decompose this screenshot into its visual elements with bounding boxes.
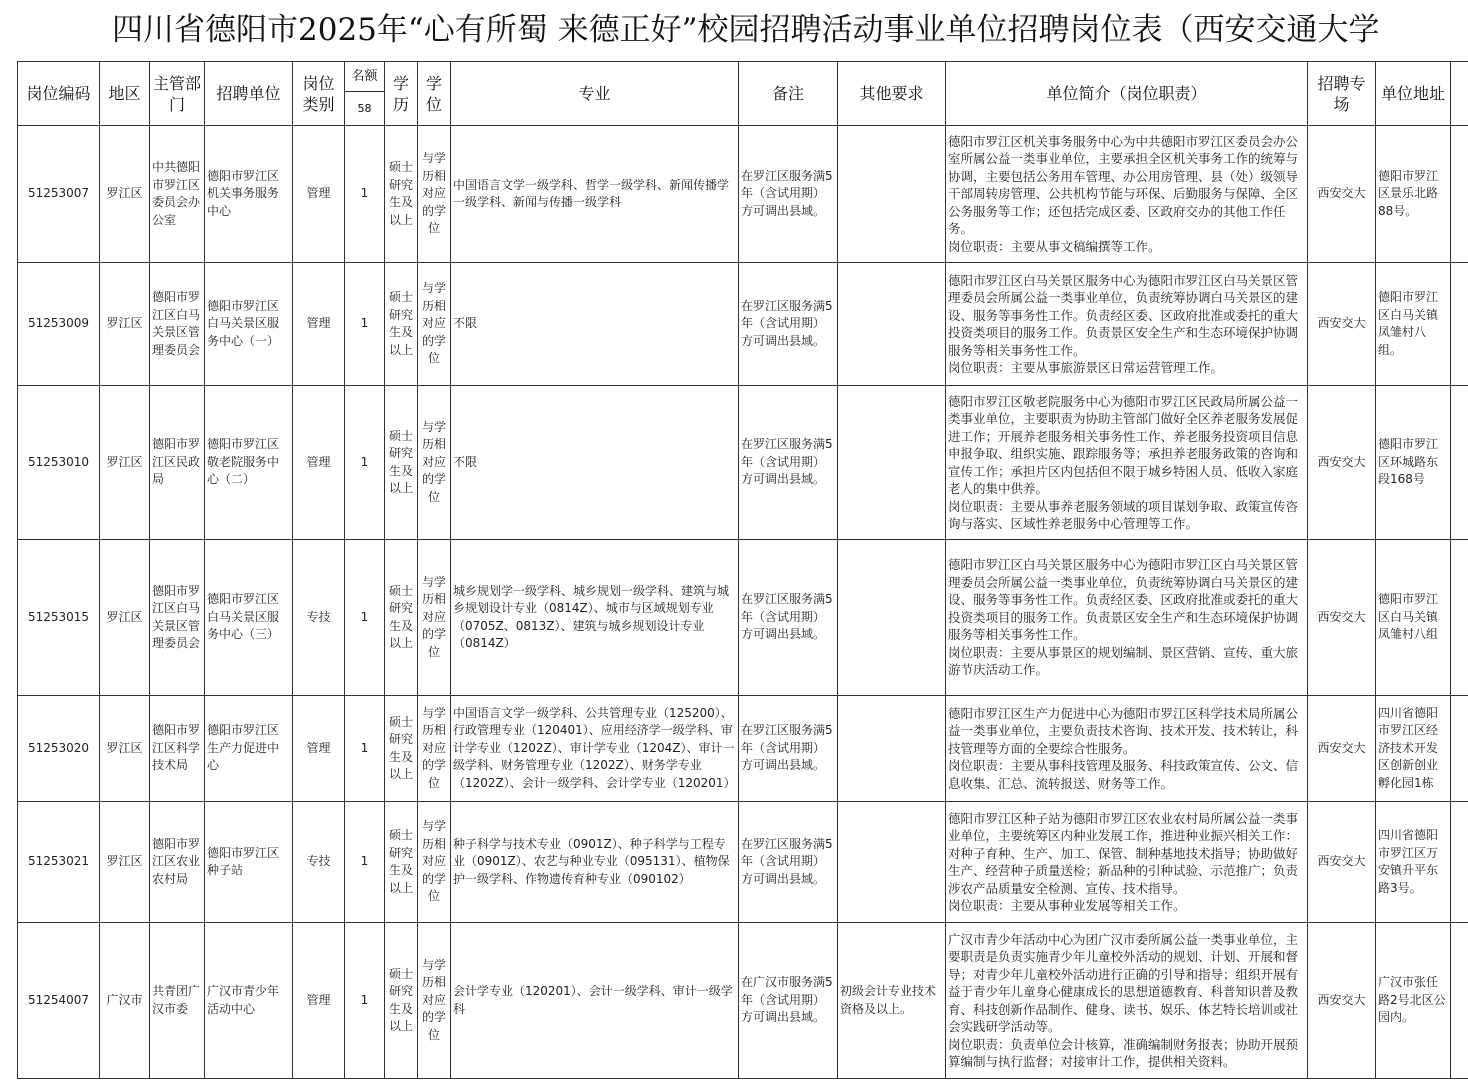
cell-code: 51253010 [27,454,90,469]
cell-unit: 德阳市罗江区白马关景区服务中心（一） [207,298,280,348]
cell-intro: 广汉市青少年活动中心为团广汉市委所属公益一类事业单位，主要职责是负责实施青少年儿童校外活动的规划、计划、开展和督导；对青少年儿童校外活动进行正确的引导和指导；组织开展有益于青少年儿童身心健康成长的思想道德教育、科普知识普及教育、科技创新作品制作、健身、读书、娱乐、体艺特长培训或社会实践研学活动等。 岗位职责：负责单位会计核算，准确编制财务报表；协助开展预算编制与执行监督；对接审计工作，提供相关资料。 [948,931,1299,1069]
cell-education: 硕士研究生及以上 [388,160,413,227]
cell-quota: 1 [360,992,369,1007]
cell-intro: 德阳市罗江区敬老院服务中心为德阳市罗江区民政局所属公益一类事业单位，主要职责为协助主管部门做好全区养老服务发展促进工作；开展养老服务相关事务性工作、养老服务投资项目信息申报争取、组织实施、跟踪服务等；承担养老服务政策的咨询和宣传工作；承担片区内包括但不限于城乡特困人员、低收入家庭老人的集中供养。 岗位职责：主要从事养老服务领域的项目谋划争取、政策宣传咨询与落实、区域性养老服务中心管理等工作。 [948,393,1299,531]
table-row [18,263,1468,386]
cell-category: 管理 [306,992,331,1007]
cell-code: 51253015 [27,609,90,624]
cell-overflow [1451,263,1468,386]
cell-quota: 1 [360,854,369,869]
cell-overflow [1451,540,1468,696]
cell-intro: 德阳市罗江区白马关景区服务中心为德阳市罗江区白马关景区管理委员会所属公益一类事业单位，负责统筹协调白马关景区的建设、服务等事务性工作。负责经区委、区政府批准或委托的重大投资类项目的服务工作。负责景区安全生产和生态环境保护协调服务等相关事务性工作。 岗位职责：主要从事旅游景区日常运营管理工作。 [948,272,1299,375]
cell-remark: 在罗江区服务满5年（含试用期）方可调出县域。 [741,437,833,487]
cell-overflow [1451,696,1468,802]
cell-code: 51253007 [27,186,90,201]
header-intro: 单位简介（岗位职责） [946,62,1308,126]
table-row [18,923,1468,1079]
cell-education: 硕士研究生及以上 [388,583,413,650]
header-code: 岗位编码 [18,62,100,126]
cell-address: 广汉市张任路2号北区公园内。 [1378,975,1446,1025]
header-other: 其他要求 [838,62,946,126]
cell-major: 不限 [453,454,478,469]
cell-unit: 德阳市罗江区敬老院服务中心（二） [207,437,280,487]
cell-session: 西安交大 [1317,454,1366,469]
recruitment-table [17,61,1468,1079]
cell-dept: 德阳市罗江区民政局 [152,437,201,487]
cell-dept: 德阳市罗江区白马关景区管理委员会 [152,583,201,650]
cell-major: 会计学专业（120201）、会计一级学科、审计一级学科 [453,984,733,1016]
cell-session: 西安交大 [1317,740,1366,755]
cell-category: 管理 [306,186,331,201]
cell-session: 西安交大 [1317,854,1366,869]
cell-unit: 德阳市罗江区生产力促进中心 [207,723,280,773]
header-dept: 主管部门 [150,62,205,126]
cell-intro: 德阳市罗江区种子站为德阳市罗江区农业农村局所属公益一类事业单位，主要统筹区内种业发展工作，推进种业振兴相关工作：对种子育种、生产、加工、保管、制种基地技术指导；协助做好生产、经营种子质量送检；新品种的引种试验、示范推广；负责涉农产品质量安全检测、宣传、技术指导。 岗位职责：主要从事种业发展等相关工作。 [948,810,1299,913]
cell-code: 51253021 [27,854,90,869]
header-unit: 招聘单位 [205,62,293,126]
cell-region: 罗江区 [106,186,143,201]
header-quota [345,62,385,126]
cell-overflow [1451,126,1468,263]
cell-unit: 德阳市罗江区机关事务服务中心 [207,168,280,218]
cell-code: 51254007 [27,992,90,1007]
cell-session: 西安交大 [1317,186,1366,201]
header-degree: 学位 [418,62,451,126]
cell-degree: 与学历相对应的学位 [421,419,446,504]
cell-quota: 1 [360,740,369,755]
header-remark: 备注 [739,62,838,126]
table-row [18,386,1468,540]
cell-address: 四川省德阳市罗江区经济技术开发区创新创业孵化园1栋 [1378,705,1439,790]
cell-unit: 德阳市罗江区白马关景区服务中心（三） [207,592,280,642]
cell-major: 城乡规划学一级学科、城乡规划一级学科、建筑与城乡规划设计专业（0814Z）、城市与区域规划专业（0705Z、0813Z）、建筑与城乡规划设计专业（0814Z） [453,583,730,650]
cell-education: 硕士研究生及以上 [388,290,413,357]
cell-session: 西安交大 [1317,992,1366,1007]
cell-region: 罗江区 [106,609,143,624]
cell-remark: 在罗江区服务满5年（含试用期）方可调出县域。 [741,592,833,642]
header-quota-label: 名额 [345,63,384,92]
cell-dept: 德阳市罗江区白马关景区管理委员会 [152,290,201,357]
cell-region: 广汉市 [106,992,143,1007]
cell-address: 四川省德阳市罗江区万安镇升平东路3号。 [1378,828,1439,895]
cell-code: 51253020 [27,740,90,755]
cell-dept: 德阳市罗江区科学技术局 [152,723,201,773]
cell-degree: 与学历相对应的学位 [421,819,446,904]
cell-education: 硕士研究生及以上 [388,428,413,495]
cell-category: 专技 [306,854,331,869]
header-education: 学历 [385,62,418,126]
cell-education: 硕士研究生及以上 [388,714,413,781]
cell-degree: 与学历相对应的学位 [421,957,446,1042]
cell-intro: 德阳市罗江区机关事务服务中心为中共德阳市罗江区委员会办公室所属公益一类事业单位，主要承担全区机关事务工作的统筹与协调，主要包括公务用车管理、办公用房管理、县（处）级领导干部周转房管理、公共机构节能与环保、后勤服务与保障、全区公务服务等工作；还包括完成区委、区政府交办的其他工作任务。 岗位职责：主要从事文稿编撰等工作。 [948,133,1299,254]
cell-category: 专技 [306,609,331,624]
table-row [18,696,1468,802]
cell-degree: 与学历相对应的学位 [421,151,446,236]
cell-overflow [1451,923,1468,1079]
cell-quota: 1 [360,454,369,469]
cell-category: 管理 [306,740,331,755]
cell-remark: 在罗江区服务满5年（含试用期）方可调出县域。 [741,168,833,218]
cell-remark: 在罗江区服务满5年（含试用期）方可调出县域。 [741,298,833,348]
page-title: 四川省德阳市2025年“心有所蜀 来德正好”校园招聘活动事业单位招聘岗位表（西安交通大学 [112,12,1380,48]
cell-intro: 德阳市罗江区白马关景区服务中心为德阳市罗江区白马关景区管理委员会所属公益一类事业单位，负责统筹协调白马关景区的建设、服务等事务性工作。负责经区委、区政府批准或委托的重大投资类项目的服务工作。负责景区安全生产和生态环境保护协调服务等相关事务性工作。 岗位职责：主要从事景区的规划编制、景区营销、宣传、重大旅游节庆活动工作。 [948,557,1299,678]
cell-degree: 与学历相对应的学位 [421,574,446,659]
cell-address: 德阳市罗江区环城路东段168号 [1378,437,1439,487]
cell-major: 中国语言文学一级学科、公共管理专业（125200）、行政管理专业（120401）、应用经济学一级学科、审计学专业（1202Z）、审计学专业（1204Z）、审计一级学科、财务管理专业（1202Z）、财务学专业（1202Z）、会计一级学科、会计学专业（120201） [453,705,736,790]
cell-category: 管理 [306,454,331,469]
cell-overflow [1451,386,1468,540]
cell-major: 不限 [453,316,478,331]
cell-unit: 德阳市罗江区种子站 [207,845,280,877]
header-major: 专业 [451,62,739,126]
cell-education: 硕士研究生及以上 [388,966,413,1033]
cell-quota: 1 [360,186,369,201]
cell-dept: 德阳市罗江区农业农村局 [152,836,201,886]
cell-remark: 在罗江区服务满5年（含试用期）方可调出县域。 [741,723,833,773]
cell-intro: 德阳市罗江区生产力促进中心为德阳市罗江区科学技术局所属公益一类事业单位，主要负责技术咨询、技术开发、技术转让，科技管理等方面的全要综合性服务。 岗位职责：主要从事科技管理及服务、科技政策宣传、公文、信息收集、汇总、流转报送、财务等工作。 [948,705,1299,791]
cell-overflow [1451,802,1468,923]
cell-remark: 在罗江区服务满5年（含试用期）方可调出县域。 [741,836,833,886]
cell-code: 51253009 [27,316,90,331]
table-row [18,540,1468,696]
header-category: 岗位类别 [293,62,345,126]
cell-major: 种子科学与技术专业（0901Z）、种子科学与工程专业（0901Z）、农艺与种业专业（095131）、植物保护一级学科、作物遗传育种专业（090102） [453,836,730,886]
cell-quota: 1 [360,316,369,331]
table-row [18,126,1468,263]
header-overflow [1451,62,1468,126]
cell-session: 西安交大 [1317,609,1366,624]
cell-region: 罗江区 [106,454,143,469]
table-row [18,802,1468,923]
cell-major: 中国语言文学一级学科、哲学一级学科、新闻传播学一级学科、新闻与传播一级学科 [453,177,730,209]
cell-unit: 广汉市青少年活动中心 [207,984,280,1016]
cell-region: 罗江区 [106,854,143,869]
cell-category: 管理 [306,316,331,331]
header-region: 地区 [100,62,150,126]
cell-address: 德阳市罗江区白马关镇凤雏村八组 [1378,592,1439,642]
cell-degree: 与学历相对应的学位 [421,705,446,790]
header-address: 单位地址 [1376,62,1451,126]
cell-degree: 与学历相对应的学位 [421,281,446,366]
cell-other: 初级会计专业技术资格及以上。 [840,984,937,1016]
cell-address: 德阳市罗江区景乐北路88号。 [1378,168,1439,218]
header-row [18,62,1468,126]
cell-dept: 共青团广汉市委 [152,984,201,1016]
cell-remark: 在广汉市服务满5年（含试用期）方可调出县域。 [741,975,833,1025]
cell-address: 德阳市罗江区白马关镇凤雏村八组。 [1378,290,1439,357]
cell-region: 罗江区 [106,316,143,331]
cell-education: 硕士研究生及以上 [388,828,413,895]
cell-dept: 中共德阳市罗江区委员会办公室 [152,160,201,227]
header-quota-total: 58 [357,101,372,115]
header-session: 招聘专场 [1308,62,1376,126]
cell-session: 西安交大 [1317,316,1366,331]
cell-quota: 1 [360,609,369,624]
cell-region: 罗江区 [106,740,143,755]
